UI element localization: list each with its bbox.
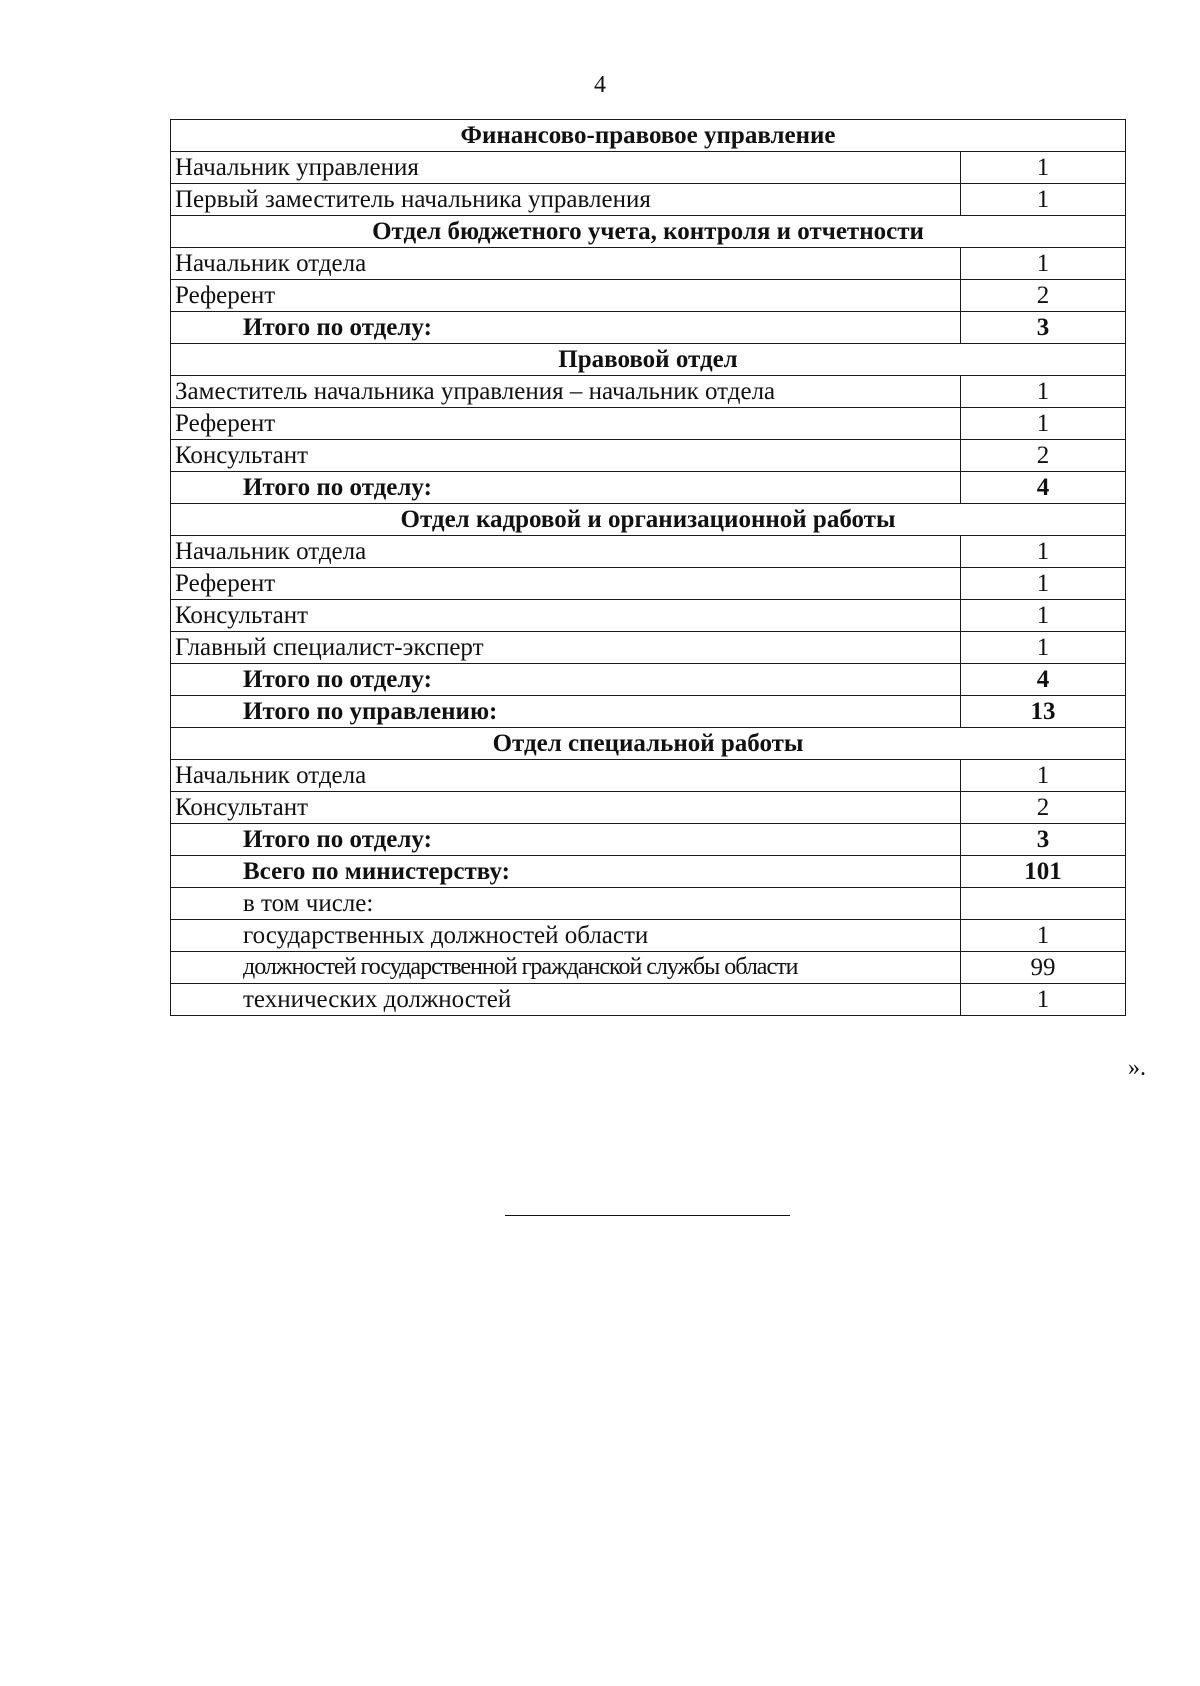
total-label: Итого по отделу: [171,472,961,504]
position-row [171,760,1126,792]
position-count: 1 [961,632,1126,664]
position-name: Консультант [171,440,961,472]
closing-quote: ». [1128,1055,1146,1081]
total-row [171,856,1126,888]
total-label: Итого по отделу: [171,664,961,696]
page-number: 4 [594,72,606,98]
position-count: 1 [961,376,1126,408]
position-row [171,376,1126,408]
total-row [171,312,1126,344]
total-count: 4 [961,664,1126,696]
position-name: Консультант [171,792,961,824]
total-count: 101 [961,856,1126,888]
total-row [171,472,1126,504]
total-row [171,824,1126,856]
breakdown-row [171,888,1126,920]
position-count: 1 [961,536,1126,568]
position-name: Начальник отдела [171,760,961,792]
position-row [171,152,1126,184]
section-header-row [171,344,1126,376]
breakdown-label: должностей государственной гражданской службы области [171,952,961,984]
breakdown-count: 1 [961,984,1126,1016]
section-header-row [171,504,1126,536]
position-count: 2 [961,792,1126,824]
breakdown-row [171,984,1126,1016]
breakdown-count: 99 [961,952,1126,984]
section-header-row [171,728,1126,760]
staffing-table [170,119,1126,1016]
section-header-row [171,120,1126,152]
section-title: Отдел кадровой и организационной работы [171,504,1126,536]
total-label: Всего по министерству: [171,856,961,888]
position-count: 1 [961,760,1126,792]
section-title: Отдел специальной работы [171,728,1126,760]
breakdown-count: 1 [961,920,1126,952]
total-count: 4 [961,472,1126,504]
position-row [171,408,1126,440]
position-name: Главный специалист-эксперт [171,632,961,664]
position-count: 1 [961,568,1126,600]
position-row [171,184,1126,216]
position-row [171,792,1126,824]
position-name: Начальник отдела [171,536,961,568]
breakdown-label: технических должностей [171,984,961,1016]
position-name: Начальник отдела [171,248,961,280]
total-row [171,696,1126,728]
position-name: Заместитель начальника управления – начальник отдела [171,376,961,408]
total-row [171,664,1126,696]
position-count: 1 [961,184,1126,216]
breakdown-count [961,888,1126,920]
total-label: Итого по отделу: [171,824,961,856]
position-row [171,536,1126,568]
total-label: Итого по отделу: [171,312,961,344]
section-title: Финансово-правовое управление [171,120,1126,152]
position-name: Референт [171,568,961,600]
section-title: Отдел бюджетного учета, контроля и отчетности [171,216,1126,248]
position-row [171,280,1126,312]
position-name: Референт [171,408,961,440]
section-header-row [171,216,1126,248]
total-count: 3 [961,312,1126,344]
position-count: 1 [961,600,1126,632]
total-count: 13 [961,696,1126,728]
position-count: 1 [961,248,1126,280]
signature-rule [505,1215,790,1216]
position-name: Консультант [171,600,961,632]
total-count: 3 [961,824,1126,856]
position-name: Первый заместитель начальника управления [171,184,961,216]
staffing-table-body [171,120,1126,1016]
position-count: 1 [961,152,1126,184]
breakdown-label: государственных должностей области [171,920,961,952]
position-count: 1 [961,408,1126,440]
position-row [171,248,1126,280]
total-label: Итого по управлению: [171,696,961,728]
position-name: Референт [171,280,961,312]
breakdown-row [171,952,1126,984]
position-count: 2 [961,280,1126,312]
position-row [171,440,1126,472]
breakdown-row [171,920,1126,952]
section-title: Правовой отдел [171,344,1126,376]
position-count: 2 [961,440,1126,472]
breakdown-label: в том числе: [171,888,961,920]
position-name: Начальник управления [171,152,961,184]
position-row [171,632,1126,664]
position-row [171,600,1126,632]
position-row [171,568,1126,600]
